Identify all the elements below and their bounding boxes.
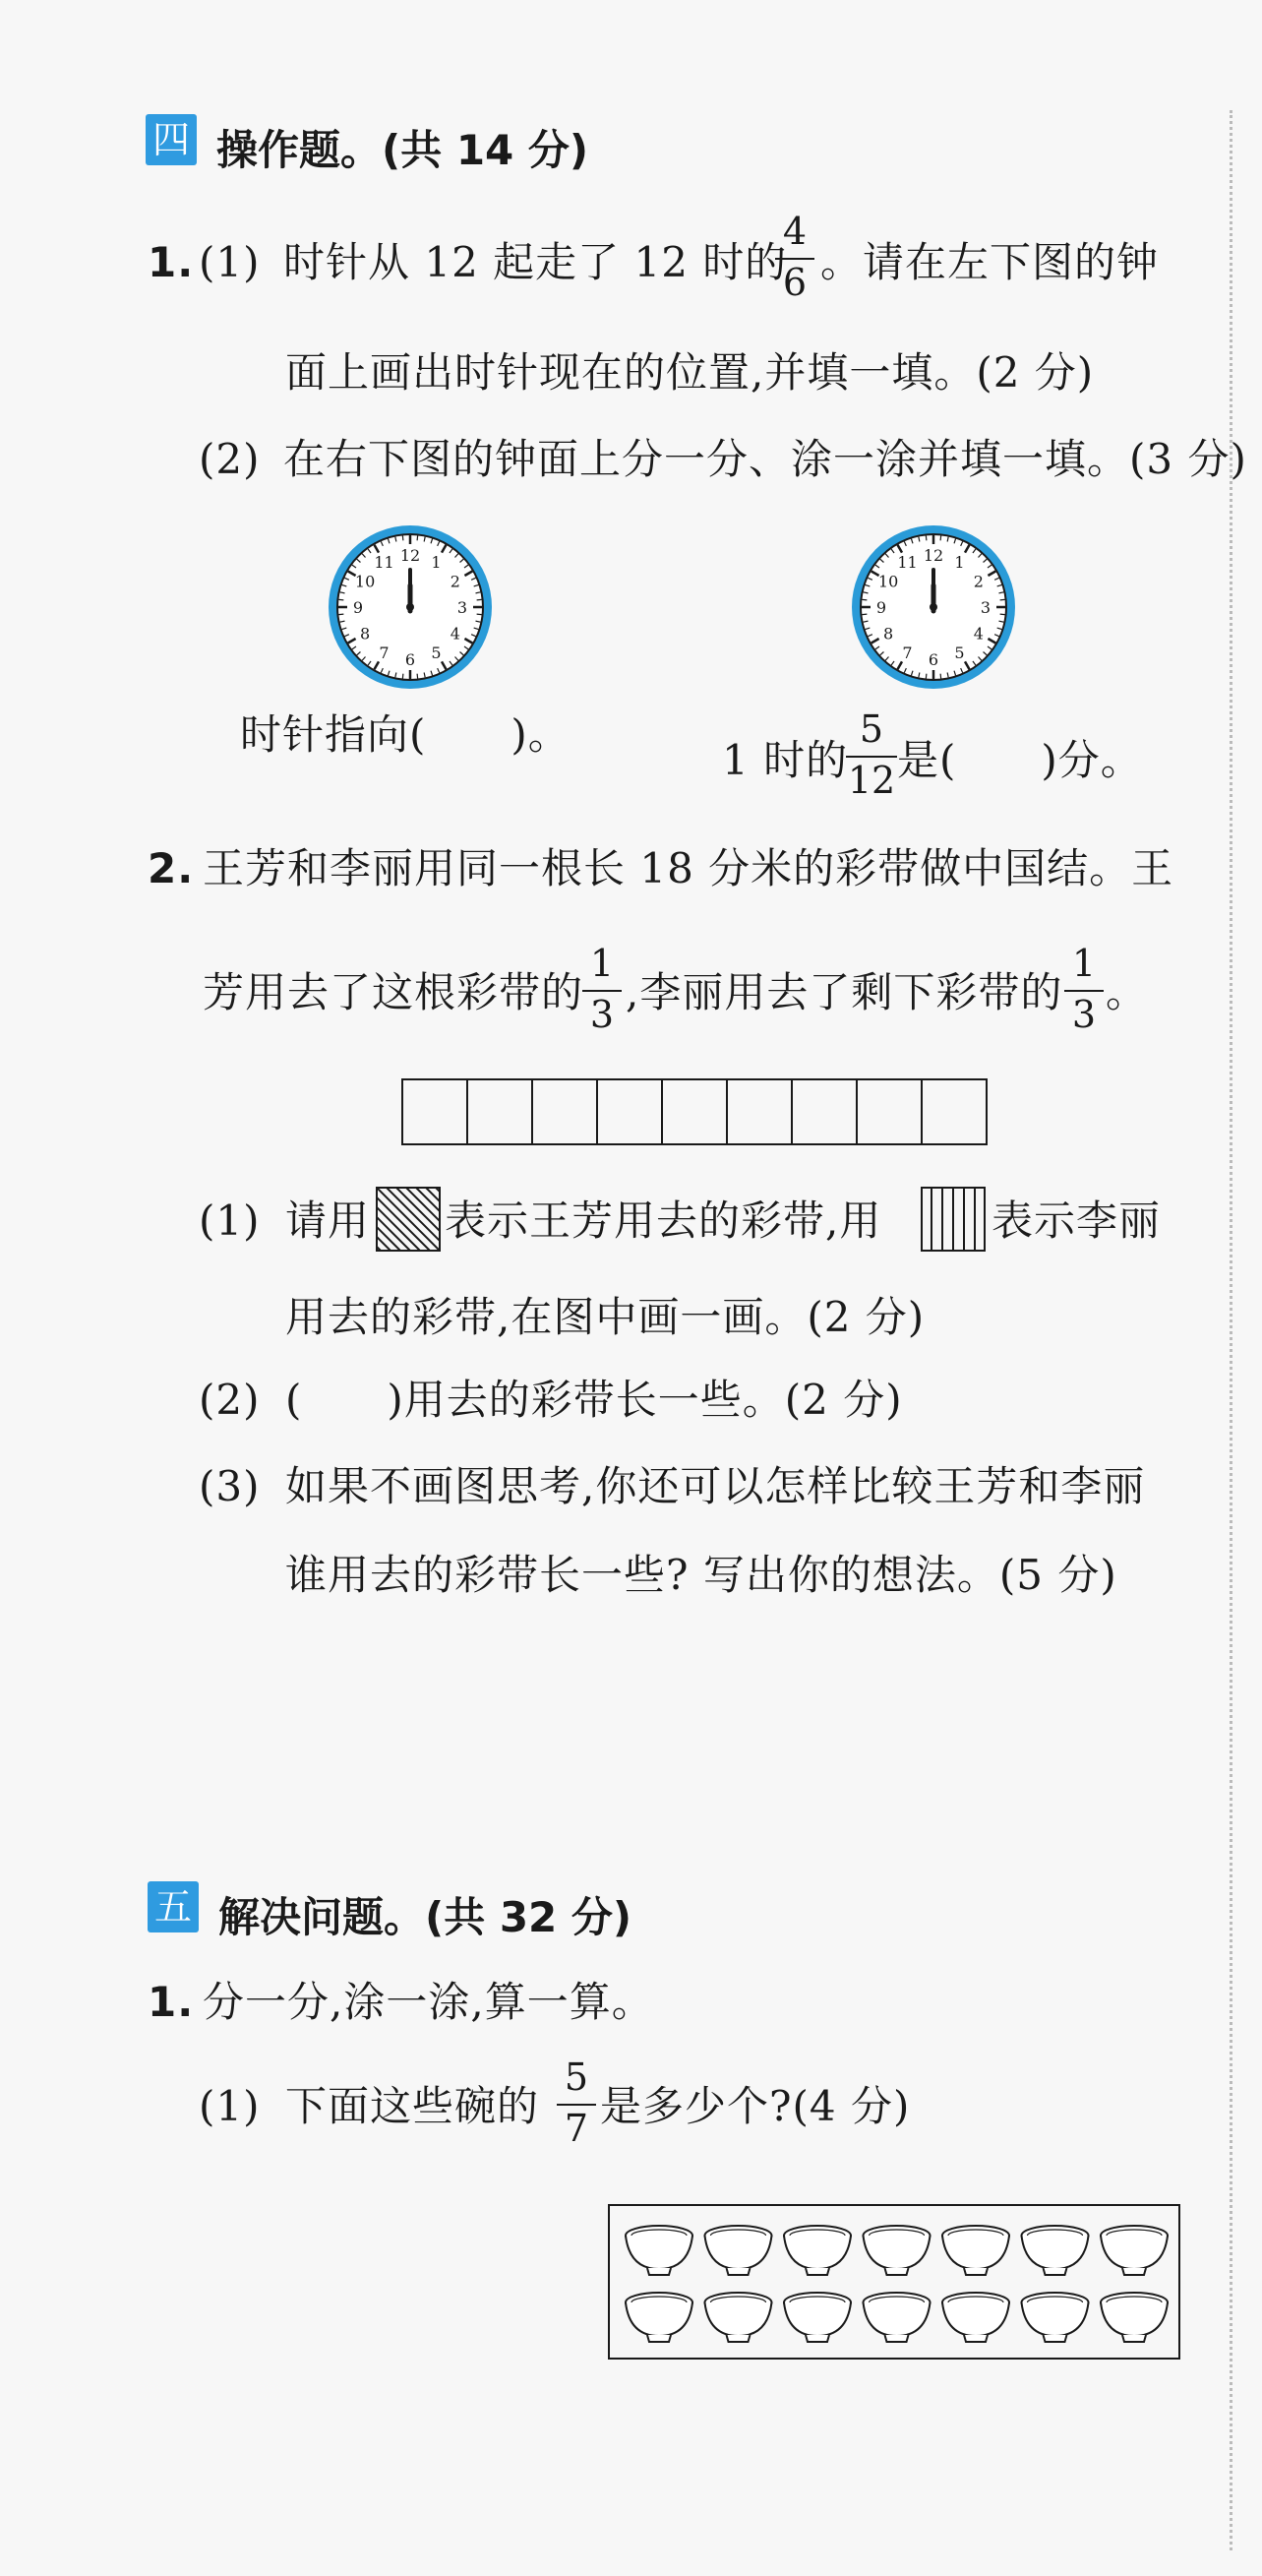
q1-part1-marker: (1) (199, 238, 261, 286)
fraction-numerator: 5 (859, 707, 884, 751)
clock-number: 7 (902, 643, 913, 662)
bowl-foot (647, 2268, 671, 2275)
bowl-icon[interactable] (942, 2293, 1009, 2342)
s5-q1-number: 1. (148, 1978, 195, 2026)
clock-number: 5 (431, 643, 442, 662)
fraction-bar (846, 756, 897, 758)
s5-fraction (557, 2055, 596, 2150)
ribbon-cell[interactable] (663, 1080, 728, 1143)
q2-p1-text-c: 表示李丽 (992, 1196, 1162, 1245)
clock-tick (926, 535, 927, 540)
clock-center (930, 603, 937, 611)
bowl-body (942, 2302, 1009, 2336)
q2-text-b2: ,李丽用去了剩下彩带的 (626, 968, 1063, 1016)
right-fraction (846, 707, 897, 802)
left-clock-caption: 时针指向( )。 (240, 710, 571, 759)
clock-number: 1 (954, 553, 965, 573)
bowl-body (864, 2236, 931, 2269)
clock-number: 5 (954, 643, 965, 662)
q2-p1-text-b: 表示王芳用去的彩带,用 (445, 1196, 882, 1245)
clock-tick (338, 599, 343, 600)
ribbon-cell[interactable] (598, 1080, 663, 1143)
bowl-icon[interactable] (626, 2226, 692, 2275)
vertical-hatch-swatch (921, 1187, 986, 1252)
clock-number: 2 (450, 572, 460, 591)
section-four-badge: 四 (146, 114, 197, 165)
fraction-numerator: 1 (589, 942, 615, 985)
clock-tick (402, 535, 403, 540)
q1-fraction (775, 210, 814, 304)
clock-number: 4 (450, 624, 460, 644)
fraction-numerator: 4 (782, 210, 808, 253)
clock-number: 10 (877, 572, 899, 591)
clock-number: 12 (399, 546, 421, 565)
clock-tick (338, 614, 343, 615)
clock-number: 12 (923, 546, 944, 565)
bowl-foot (964, 2335, 988, 2342)
bowl-foot (1044, 2335, 1067, 2342)
clock-center (406, 603, 414, 611)
clock-tick (417, 535, 418, 540)
bowl-body (784, 2302, 851, 2336)
q2-p1-marker: (1) (199, 1196, 261, 1245)
right-clock[interactable] (848, 521, 1019, 693)
ribbon-cell[interactable] (728, 1080, 793, 1143)
q1-part1-text-c: 面上画出时针现在的位置,并填一填。(2 分) (285, 348, 1095, 397)
bowl-icon[interactable] (626, 2293, 692, 2342)
clock-number: 4 (973, 624, 984, 644)
clock-tick (940, 535, 941, 540)
bowl-foot (806, 2268, 829, 2275)
bowl-foot (727, 2268, 751, 2275)
q2-p1-text-a: 请用 (285, 1196, 371, 1245)
clock-number: 1 (431, 553, 442, 573)
bowl-foot (647, 2335, 671, 2342)
q2-text-b3: 。 (1106, 968, 1149, 1016)
clock-number: 8 (360, 624, 371, 644)
q2-p3-marker: (3) (199, 1462, 261, 1510)
clock-number: 3 (456, 598, 468, 617)
q1-part2-text: 在右下图的钟面上分一分、涂一涂并填一填。(3 分) (283, 435, 1247, 483)
clock-tick (1000, 599, 1005, 600)
section-five-title: 解决问题。(共 32 分) (218, 1893, 632, 1941)
bowl-foot (885, 2335, 909, 2342)
clock-number: 11 (897, 553, 918, 573)
clock-tick (926, 674, 927, 679)
bowls-box (608, 2204, 1180, 2360)
q2-number: 2. (148, 844, 195, 892)
clock-number: 9 (352, 598, 364, 617)
ribbon-cell[interactable] (793, 1080, 858, 1143)
bowl-body (1022, 2302, 1089, 2336)
fraction-numerator: 1 (1071, 942, 1097, 985)
bowls-figure (610, 2206, 1178, 2358)
bowl-body (784, 2236, 851, 2269)
clock-tick (417, 674, 418, 679)
bowl-icon[interactable] (784, 2293, 851, 2342)
q2-p3-text-a: 如果不画图思考,你还可以怎样比较王芳和李丽 (285, 1462, 1146, 1510)
clock-number: 10 (354, 572, 376, 591)
q1-part1-text-b: 。请在左下图的钟 (820, 238, 1160, 286)
section-four-title: 操作题。(共 14 分) (216, 126, 589, 174)
fraction-bar (582, 990, 622, 992)
fraction-denominator: 3 (589, 993, 615, 1036)
bowl-foot (1044, 2268, 1067, 2275)
clock-number: 7 (379, 643, 390, 662)
s5-q1-p1-text-b: 是多少个?(4 分) (600, 2082, 911, 2130)
q2-p3-text-b: 谁用去的彩带长一些? 写出你的想法。(5 分) (285, 1551, 1117, 1599)
s5-q1-p1-marker: (1) (199, 2082, 261, 2130)
ribbon-cell[interactable] (923, 1080, 986, 1143)
clock-tick (862, 614, 867, 615)
s5-q1-p1-text-a: 下面这些碗的 (285, 2082, 540, 2130)
fraction-denominator: 6 (782, 261, 808, 304)
bowl-icon[interactable] (942, 2226, 1009, 2275)
ribbon-cell[interactable] (533, 1080, 598, 1143)
bowl-icon[interactable] (1022, 2226, 1089, 2275)
fraction-denominator: 12 (847, 759, 896, 802)
bowl-body (705, 2302, 772, 2336)
clock-tick (477, 614, 482, 615)
fraction-bar (1064, 990, 1104, 992)
q1-part1-text-a: 时针从 12 起走了 12 时的 (283, 238, 788, 286)
ribbon-strip[interactable] (401, 1078, 988, 1145)
bowl-icon[interactable] (1101, 2226, 1168, 2275)
bowl-body (1101, 2236, 1168, 2269)
right-clock-caption-b: 是( )分。 (897, 736, 1143, 784)
bowl-body (1022, 2236, 1089, 2269)
q2-fraction-2 (1064, 942, 1104, 1036)
clock-tick (940, 674, 941, 679)
clock-number: 2 (973, 572, 984, 591)
left-clock[interactable] (325, 521, 496, 693)
bowl-foot (885, 2268, 909, 2275)
diagonal-hatch-swatch (376, 1187, 441, 1252)
ribbon-cell[interactable] (858, 1080, 923, 1143)
bowl-icon[interactable] (705, 2293, 772, 2342)
clock-tick (477, 599, 482, 600)
section-five-badge: 五 (148, 1881, 199, 1932)
fraction-bar (775, 258, 814, 260)
clock-number: 3 (980, 598, 992, 617)
clock-tick (1000, 614, 1005, 615)
bowl-icon[interactable] (784, 2226, 851, 2275)
q2-p2-text: ( )用去的彩带长一些。(2 分) (285, 1376, 903, 1424)
fraction-denominator: 7 (564, 2107, 589, 2150)
clock-number: 9 (875, 598, 887, 617)
bowl-foot (727, 2335, 751, 2342)
bowl-body (1101, 2302, 1168, 2336)
bowl-foot (806, 2335, 829, 2342)
clock-number: 6 (928, 650, 939, 669)
q2-text-a: 王芳和李丽用同一根长 18 分米的彩带做中国结。王 (203, 844, 1174, 892)
clock-number: 6 (404, 650, 416, 669)
clock-tick (402, 674, 403, 679)
bowl-foot (1122, 2335, 1146, 2342)
q1-number: 1. (148, 238, 195, 286)
q2-text-b1: 芳用去了这根彩带的 (203, 968, 584, 1016)
s5-q1-text: 分一分,涂一涂,算一算。 (203, 1978, 654, 2026)
q1-part2-marker: (2) (199, 435, 261, 483)
clock-number: 8 (883, 624, 894, 644)
ribbon-cell[interactable] (468, 1080, 533, 1143)
q2-p2-marker: (2) (199, 1376, 261, 1424)
fraction-bar (557, 2104, 596, 2106)
bowl-foot (964, 2268, 988, 2275)
ribbon-cell[interactable] (403, 1080, 468, 1143)
bowl-body (705, 2236, 772, 2269)
bowl-body (626, 2302, 692, 2336)
bowl-icon[interactable] (864, 2226, 931, 2275)
clock-tick (862, 599, 867, 600)
bowl-body (626, 2236, 692, 2269)
fraction-denominator: 3 (1071, 993, 1097, 1036)
clock-number: 11 (374, 553, 394, 573)
bowl-foot (1122, 2268, 1146, 2275)
q2-p1-text-d: 用去的彩带,在图中画一画。(2 分) (285, 1293, 926, 1341)
bowl-body (942, 2236, 1009, 2269)
bowl-body (864, 2302, 931, 2336)
bowl-icon[interactable] (705, 2226, 772, 2275)
bowl-icon[interactable] (1101, 2293, 1168, 2342)
bowl-icon[interactable] (864, 2293, 931, 2342)
right-clock-caption-a: 1 时的 (722, 736, 849, 784)
bowl-icon[interactable] (1022, 2293, 1089, 2342)
q2-fraction-1 (582, 942, 622, 1036)
fraction-numerator: 5 (564, 2055, 589, 2099)
